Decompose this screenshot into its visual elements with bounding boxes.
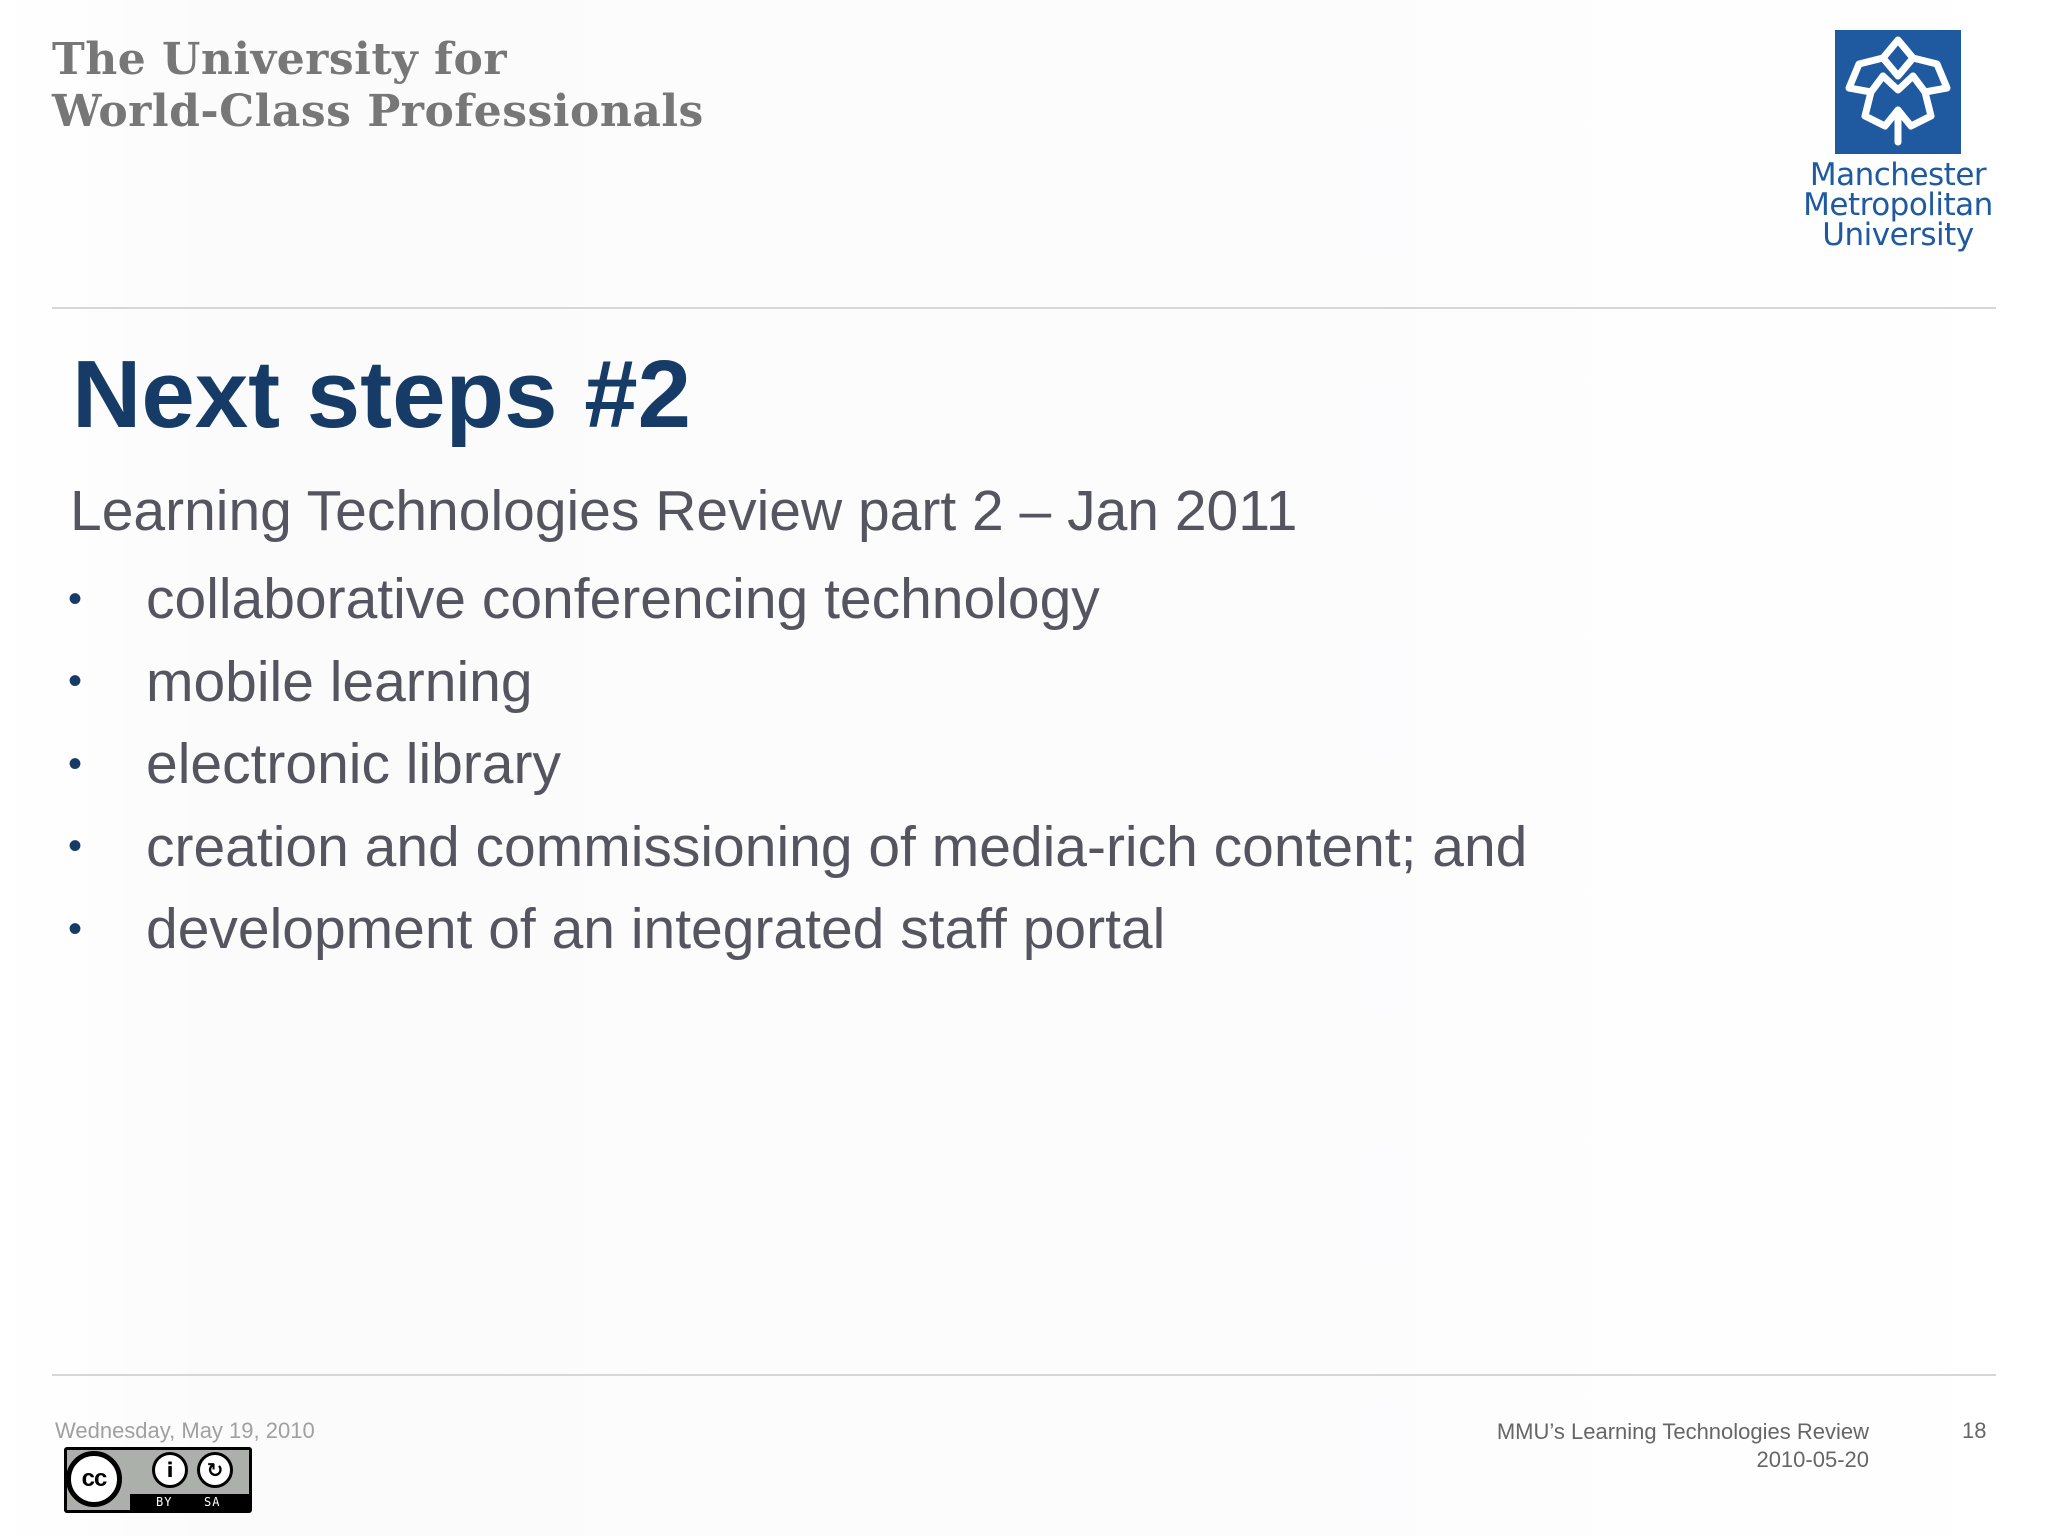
bullet-list xyxy=(68,558,1527,971)
university-tagline xyxy=(52,34,704,138)
bullet-text: collaborative conferencing technology xyxy=(146,567,1100,632)
list-item xyxy=(68,888,1527,971)
cc-badge-strip xyxy=(130,1494,249,1510)
tagline-line-1: The University for xyxy=(52,34,508,85)
bullet-icon: • xyxy=(68,659,83,704)
footer-presentation-date: 2010-05-20 xyxy=(1756,1447,1869,1472)
cc-by-label: BY xyxy=(156,1495,173,1509)
footer-presentation-info xyxy=(1497,1418,1869,1474)
header-divider xyxy=(52,307,1996,309)
bullet-text: development of an integrated staff portal xyxy=(146,897,1166,962)
slide-subtitle: Learning Technologies Review part 2 – Jan 2011 xyxy=(70,479,1298,543)
page-number: 18 xyxy=(1962,1418,1987,1443)
list-item xyxy=(68,806,1527,889)
attribution-icon: i xyxy=(152,1452,188,1488)
footer-divider xyxy=(52,1374,1996,1376)
tagline-line-2: World-Class Professionals xyxy=(52,86,704,137)
bullet-icon: • xyxy=(68,576,83,621)
cc-icon: cc xyxy=(66,1451,122,1507)
bullet-text: electronic library xyxy=(146,732,561,797)
list-item xyxy=(68,558,1527,641)
mmu-logo-emblem-icon xyxy=(1835,30,1961,154)
bullet-text: creation and commissioning of media-rich content; and xyxy=(146,814,1528,879)
footer-date: Wednesday, May 19, 2010 xyxy=(55,1418,315,1443)
list-item xyxy=(68,723,1527,806)
logo-line-1: Manchester xyxy=(1809,157,1987,193)
bullet-icon: • xyxy=(68,906,83,951)
footer-presentation-title: MMU’s Learning Technologies Review xyxy=(1496,1419,1869,1444)
bullet-text: mobile learning xyxy=(146,649,533,714)
logo-line-3: University xyxy=(1822,217,1974,253)
cc-sa-label: SA xyxy=(204,1495,221,1509)
share-alike-icon: ↻ xyxy=(197,1452,233,1488)
bullet-icon: • xyxy=(68,741,83,786)
slide-title: Next steps #2 xyxy=(72,341,691,448)
mmu-logo-wordmark xyxy=(1798,157,1998,253)
logo-line-2: Metropolitan xyxy=(1803,187,1993,223)
list-item xyxy=(68,641,1527,724)
bullet-icon: • xyxy=(68,824,83,869)
cc-by-sa-license-badge[interactable] xyxy=(64,1447,252,1513)
